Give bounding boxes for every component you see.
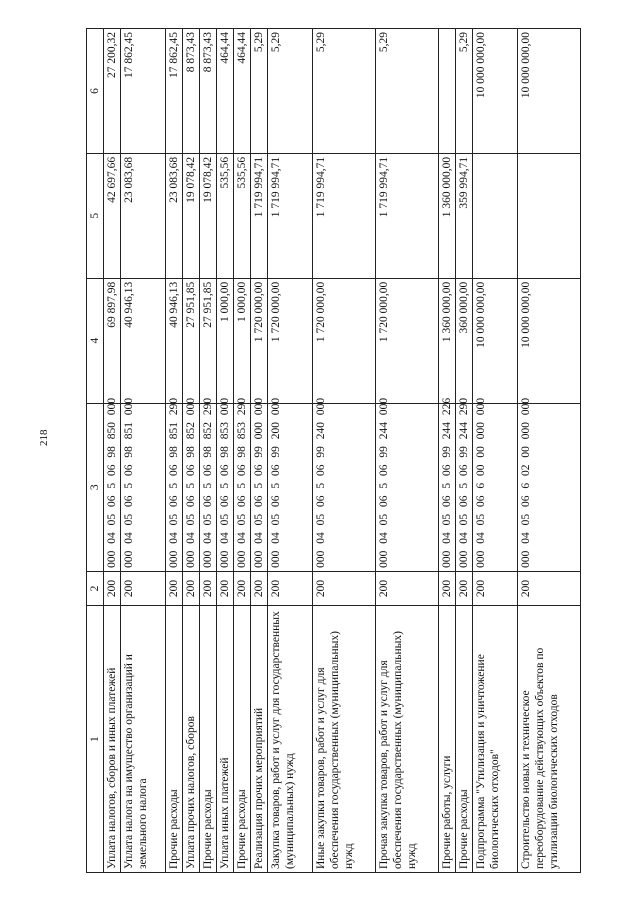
header-col-6: 6 — [87, 29, 104, 154]
row-name: Уплата налогов, сборов и иных платежей — [104, 606, 121, 873]
page-number: 218 — [38, 429, 50, 446]
row-executed: 535,56 — [234, 153, 251, 278]
row-unexecuted: 10 000 000,00 — [473, 29, 518, 154]
row-plan: 40 946,13 — [121, 278, 166, 403]
row-plan: 1 720 000,00 — [376, 278, 439, 403]
row-name: Прочие расходы — [234, 606, 251, 873]
row-name: Строительство новых и техническое переоборудование действующих объектов по утилизации биологических отходов — [518, 606, 581, 873]
table-row — [166, 29, 183, 873]
table-row — [376, 29, 439, 873]
row-unexecuted: 5,29 — [268, 29, 313, 154]
row-name: Реализация прочих мероприятий — [251, 606, 268, 873]
row-unexecuted: 17 862,45 — [166, 29, 183, 154]
row-plan: 1 720 000,00 — [313, 278, 376, 403]
row-code: 000 04 05 06 5 06 98 851 290 — [166, 403, 183, 571]
row-code: 000 04 05 06 5 06 99 244 290 — [456, 403, 473, 571]
table-row — [104, 29, 121, 873]
row-name: Подпрограмма "Утилизация и уничтожение биологических отходов" — [473, 606, 518, 873]
table-row — [268, 29, 313, 873]
row-code: 000 04 05 06 5 06 98 853 000 — [217, 403, 234, 571]
row-grbs: 200 — [121, 571, 166, 605]
row-grbs: 200 — [473, 571, 518, 605]
row-name: Прочие расходы — [456, 606, 473, 873]
row-executed — [518, 153, 581, 278]
table-row — [473, 29, 518, 873]
row-unexecuted: 8 873,43 — [183, 29, 200, 154]
row-grbs: 200 — [439, 571, 456, 605]
table-row — [439, 29, 456, 873]
row-unexecuted: 464,44 — [234, 29, 251, 154]
header-col-5: 5 — [87, 153, 104, 278]
row-executed: 23 083,68 — [121, 153, 166, 278]
row-plan: 27 951,85 — [200, 278, 217, 403]
row-executed: 1 719 994,71 — [313, 153, 376, 278]
row-grbs: 200 — [376, 571, 439, 605]
row-code: 000 04 05 06 6 02 00 000 000 — [518, 403, 581, 571]
row-plan: 27 951,85 — [183, 278, 200, 403]
table-row — [251, 29, 268, 873]
row-name: Прочие работы, услуги — [439, 606, 456, 873]
row-code: 000 04 05 06 5 06 98 851 000 — [121, 403, 166, 571]
row-name: Иные закупки товаров, работ и услуг для обеспечения государственных (муниципальных) нужд — [313, 606, 376, 873]
row-executed: 23 083,68 — [166, 153, 183, 278]
header-row — [87, 29, 104, 873]
header-col-1: 1 — [87, 606, 104, 873]
row-code: 000 04 05 06 5 06 99 200 000 — [268, 403, 313, 571]
row-unexecuted — [439, 29, 456, 154]
row-unexecuted: 5,29 — [456, 29, 473, 154]
row-code: 000 04 05 06 5 06 98 852 290 — [200, 403, 217, 571]
row-executed: 19 078,42 — [200, 153, 217, 278]
row-executed: 19 078,42 — [183, 153, 200, 278]
row-executed — [473, 153, 518, 278]
row-executed: 359 994,71 — [456, 153, 473, 278]
row-grbs: 200 — [183, 571, 200, 605]
table-row — [183, 29, 200, 873]
row-grbs: 200 — [268, 571, 313, 605]
row-unexecuted: 464,44 — [217, 29, 234, 154]
row-plan: 360 000,00 — [456, 278, 473, 403]
row-unexecuted: 8 873,43 — [200, 29, 217, 154]
row-code: 000 04 05 06 5 06 98 850 000 — [104, 403, 121, 571]
row-name: Закупка товаров, работ и услуг для государственных (муниципальных) нужд — [268, 606, 313, 873]
header-col-3: 3 — [87, 403, 104, 571]
row-plan: 10 000 000,00 — [518, 278, 581, 403]
table-row — [217, 29, 234, 873]
table-row — [121, 29, 166, 873]
row-executed: 1 719 994,71 — [376, 153, 439, 278]
row-executed: 42 697,66 — [104, 153, 121, 278]
row-unexecuted: 5,29 — [251, 29, 268, 154]
row-plan: 10 000 000,00 — [473, 278, 518, 403]
row-plan: 1 000,00 — [234, 278, 251, 403]
row-plan: 1 720 000,00 — [268, 278, 313, 403]
table-row — [456, 29, 473, 873]
row-executed: 1 719 994,71 — [251, 153, 268, 278]
row-executed: 1 719 994,71 — [268, 153, 313, 278]
header-col-4: 4 — [87, 278, 104, 403]
row-name: Уплата прочих налогов, сборов — [183, 606, 200, 873]
row-code: 000 04 05 06 5 06 99 000 000 — [251, 403, 268, 571]
header-col-2: 2 — [87, 571, 104, 605]
row-code: 000 04 05 06 5 06 99 240 000 — [313, 403, 376, 571]
row-unexecuted: 10 000 000,00 — [518, 29, 581, 154]
row-code: 000 04 05 06 6 00 00 000 000 — [473, 403, 518, 571]
row-name: Прочие расходы — [200, 606, 217, 873]
row-unexecuted: 5,29 — [376, 29, 439, 154]
row-name: Уплата налога на имущество организаций и земельного налога — [121, 606, 166, 873]
row-name: Уплата иных платежей — [217, 606, 234, 873]
row-plan: 1 720 000,00 — [251, 278, 268, 403]
row-grbs: 200 — [234, 571, 251, 605]
row-grbs: 200 — [200, 571, 217, 605]
row-unexecuted: 17 862,45 — [121, 29, 166, 154]
row-code: 000 04 05 06 5 06 99 244 226 — [439, 403, 456, 571]
row-name: Прочая закупка товаров, работ и услуг для обеспечения государственных (муниципальных) нужд — [376, 606, 439, 873]
row-grbs: 200 — [217, 571, 234, 605]
budget-table — [86, 28, 581, 873]
table-row — [234, 29, 251, 873]
table-row — [313, 29, 376, 873]
row-name: Прочие расходы — [166, 606, 183, 873]
row-code: 000 04 05 06 5 06 99 244 000 — [376, 403, 439, 571]
row-plan: 40 946,13 — [166, 278, 183, 403]
row-plan: 1 000,00 — [217, 278, 234, 403]
row-plan: 1 360 000,00 — [439, 278, 456, 403]
row-unexecuted: 27 200,32 — [104, 29, 121, 154]
row-grbs: 200 — [518, 571, 581, 605]
row-executed: 535,56 — [217, 153, 234, 278]
row-unexecuted: 5,29 — [313, 29, 376, 154]
budget-table-sheet — [86, 28, 561, 873]
table-row — [518, 29, 581, 873]
row-executed: 1 360 000,00 — [439, 153, 456, 278]
row-grbs: 200 — [313, 571, 376, 605]
row-grbs: 200 — [104, 571, 121, 605]
table-row — [200, 29, 217, 873]
row-grbs: 200 — [166, 571, 183, 605]
row-plan: 69 897,98 — [104, 278, 121, 403]
row-code: 000 04 05 06 5 06 98 852 000 — [183, 403, 200, 571]
row-grbs: 200 — [251, 571, 268, 605]
row-code: 000 04 05 06 5 06 98 853 290 — [234, 403, 251, 571]
row-grbs: 200 — [456, 571, 473, 605]
